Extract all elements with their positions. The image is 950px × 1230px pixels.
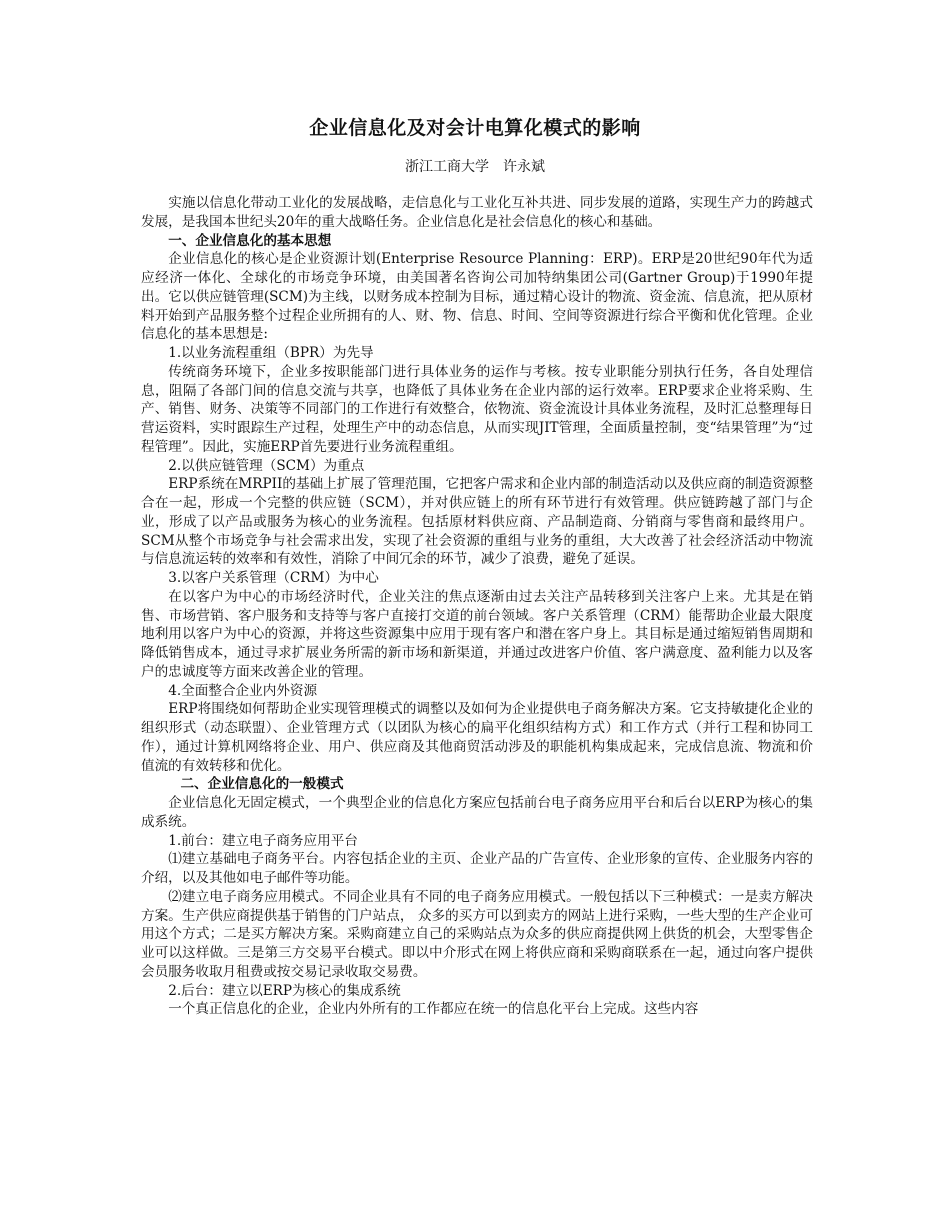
subsection-heading: 2.以供应链管理（SCM）为重点 xyxy=(168,457,365,474)
subsection-heading: 3.以客户关系管理（CRM）为中心 xyxy=(168,570,379,586)
paragraph: 实施以信息化带动工业化的发展战略，走信息化与工业化互补共进、同步发展的道路，实现生产力的跨越式发展，是我国本世纪头20年的重大战略任务。企业信息化是社会信息化的核心和基础。 xyxy=(141,195,813,230)
subsection-heading: 4.全面整合企业内外资源 xyxy=(168,682,318,699)
paragraph: 一个真正信息化的企业，企业内外所有的工作都应在统一的信息化平台上完成。这些内容 xyxy=(168,1001,699,1018)
paragraph: ⑴建立基础电子商务平台。内容包括企业的主页、企业产品的广告宣传、企业形象的宣传、企业服务内容的介绍，以及其他如电子邮件等功能。 xyxy=(141,851,813,886)
body-text xyxy=(141,194,813,1019)
author-line: 浙江工商大学 许永斌 xyxy=(405,159,545,175)
paragraph: 在以客户为中心的市场经济时代，企业关注的焦点逐渐由过去关注产品转移到关注客户上来。尤其是在销售、市场营销、客户服务和支持等与客户直接打交道的前台领域。客户关系管理（CRM）能帮助企业最大限度地利用以客户为中心的资源，并将这些资源集中应用于现有客户和潜在客户身上。其目标是通过缩短销售周期和降低销售成本，通过寻求扩展业务所需的新市场和新渠道，并通过改进客户价值、客户满意度、盈利能力以及客户的忠诚度等方面来改善企业的管理。 xyxy=(141,588,813,680)
section-heading: 一、企业信息化的基本思想 xyxy=(168,232,332,249)
paragraph: 企业信息化的核心是企业资源计划(Enterprise Resource Planning：ERP)。ERP是20世纪90年代为适应经济一体化、全球化的市场竞争环境，由美国著名咨询公司加特纳集团公司(Gartner Group)于1990年提出。它以供应链管理(SCM)为主线，以财务成本控制为目标，通过精心设计的物流、资金流、信息流，把从原材料开始到产品服务整个过程企业所拥有的人、财、物、信息、时间、空间等资源进行综合平衡和优化管理。企业信息化的基本思想是: xyxy=(141,251,813,343)
paragraph: ERP将围绕如何帮助企业实现管理模式的调整以及如何为企业提供电子商务解决方案。它支持敏捷化企业的组织形式（动态联盟）、企业管理方式（以团队为核心的扁平化组织结构方式）和工作方式（并行工程和协同工作），通过计算机网络将企业、用户、供应商及其他商贸活动涉及的职能机构集成起来，完成信息流、物流和价值流的有效转移和优化。 xyxy=(141,701,813,774)
subsection-heading: 1.前台：建立电子商务应用平台 xyxy=(168,832,358,849)
paragraph: 传统商务环境下，企业多按职能部门进行具体业务的运作与考核。按专业职能分别执行任务，各自处理信息，阻隔了各部门间的信息交流与共享，也降低了具体业务在企业内部的运行效率。ERP要求企业将采购、生产、销售、财务、决策等不同部门的工作进行有效整合，依物流、资金流设计具体业务流程，及时汇总整理每日营运资料，实时跟踪生产过程，处理生产中的动态信息，从而实现JIT管理，全面质量控制，变“结果管理”为“过程管理”。因此，实施ERP首先要进行业务流程重组。 xyxy=(141,363,813,455)
subsection-heading: 1.以业务流程重组（BPR）为先导 xyxy=(168,345,374,361)
section-heading: 二、企业信息化的一般模式 xyxy=(180,776,344,793)
subsection-heading: 2.后台：建立以ERP为核心的集成系统 xyxy=(168,982,401,999)
paper-title: 企业信息化及对会计电算化模式的影响 xyxy=(309,117,641,139)
paragraph: ⑵建立电子商务应用模式。不同企业具有不同的电子商务应用模式。一般包括以下三种模式：一是卖方解决方案。生产供应商提供基于销售的门户站点， 众多的买方可以到卖方的网站上进行采购，一些大型的生产企业可用这个方式；二是买方解决方案。采购商建立自己的采购站点为众多的供应商提供网上供货的机会，大型零售企业可以这样做。三是第三方交易平台模式。即以中介形式在网上将供应商和采购商联系在一起，通过向客户提供会员服务收取月租费或按交易记录收取交易费。 xyxy=(141,888,813,980)
paragraph: 企业信息化无固定模式，一个典型企业的信息化方案应包括前台电子商务应用平台和后台以ERP为核心的集成系统。 xyxy=(141,795,813,830)
paragraph: ERP系统在MRPII的基础上扩展了管理范围，它把客户需求和企业内部的制造活动以及供应商的制造资源整合在一起，形成一个完整的供应链（SCM），并对供应链上的所有环节进行有效管理。供应链跨越了部门与企业，形成了以产品或服务为核心的业务流程。包括原材料供应商、产品制造商、分销商与零售商和最终用户。SCM从整个市场竞争与社会需求出发，实现了社会资源的重组与业务的重组，大大改善了社会经济活动中物流与信息流运转的效率和有效性，消除了中间冗余的环节，减少了浪费，避免了延误。 xyxy=(141,476,813,568)
